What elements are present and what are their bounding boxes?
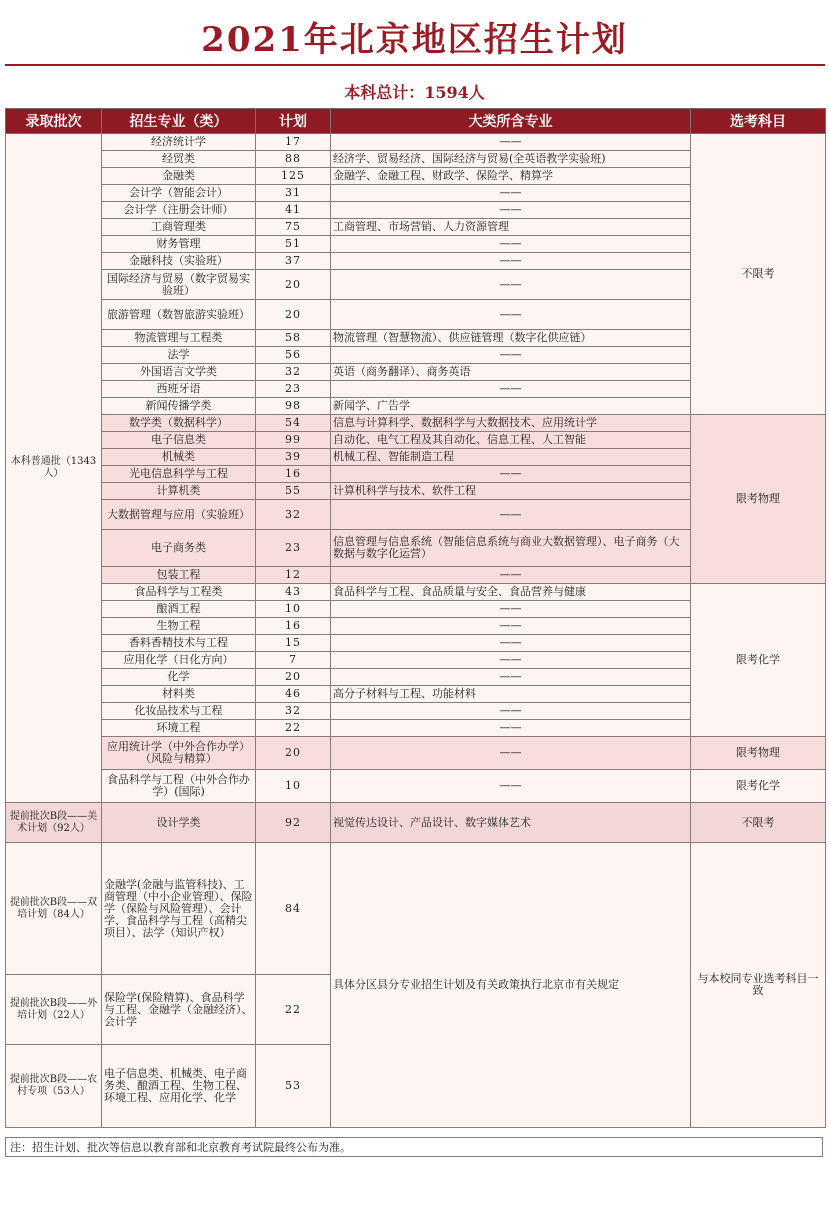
major-cell: 金融科技（实验班） (102, 253, 256, 270)
detail-cell: 物流管理（智慧物流）、供应链管理（数字化供应链） (331, 330, 691, 347)
plan-cell: 10 (256, 601, 331, 618)
plan-cell: 23 (256, 381, 331, 398)
table-row (6, 803, 826, 843)
major-cell: 金融类 (102, 168, 256, 185)
plan-cell: 20 (256, 737, 331, 770)
detail-cell: —— (331, 253, 691, 270)
detail-cell: —— (331, 347, 691, 364)
major-cell: 食品科学与工程类 (102, 584, 256, 601)
detail-cell: —— (331, 202, 691, 219)
detail-cell: —— (331, 236, 691, 253)
total-summary: 本科总计：1594人 (344, 83, 485, 102)
plan-cell: 16 (256, 466, 331, 483)
major-cell: 大数据管理与应用（实验班） (102, 500, 256, 530)
plan-cell: 84 (256, 843, 331, 975)
detail-cell: —— (331, 134, 691, 151)
plan-cell: 10 (256, 770, 331, 803)
detail-cell: —— (331, 601, 691, 618)
batch-double: 提前批次B段——双培计划（84人） (6, 843, 102, 975)
subject-chemistry-2: 限考化学 (691, 770, 826, 803)
detail-cell: 计算机科学与技术、软件工程 (331, 483, 691, 500)
detail-cell: —— (331, 500, 691, 530)
major-cell: 会计学（注册会计师） (102, 202, 256, 219)
detail-cell: —— (331, 703, 691, 720)
detail-cell: —— (331, 669, 691, 686)
detail-cell: —— (331, 270, 691, 300)
major-cell: 光电信息科学与工程 (102, 466, 256, 483)
plan-cell: 54 (256, 415, 331, 432)
detail-cell: —— (331, 618, 691, 635)
detail-cell: 金融学、金融工程、财政学、保险学、精算学 (331, 168, 691, 185)
major-cell: 应用化学（日化方向） (102, 652, 256, 669)
major-cell: 食品科学与工程（中外合作办学）(国际) (102, 770, 256, 803)
major-cell: 外国语言文学类 (102, 364, 256, 381)
major-cell: 保险学(保险精算)、食品科学与工程、金融学（金融经济）、会计学 (102, 975, 256, 1045)
plan-cell: 20 (256, 669, 331, 686)
subject-physics-2: 限考物理 (691, 737, 826, 770)
plan-cell: 22 (256, 720, 331, 737)
plan-cell: 125 (256, 168, 331, 185)
major-cell: 生物工程 (102, 618, 256, 635)
table-row (6, 770, 826, 803)
plan-cell: 75 (256, 219, 331, 236)
plan-cell: 56 (256, 347, 331, 364)
detail-cell: —— (331, 381, 691, 398)
major-cell: 西班牙语 (102, 381, 256, 398)
plan-cell: 16 (256, 618, 331, 635)
table-header-row (6, 109, 826, 134)
table-row (6, 134, 826, 151)
detail-cell: 高分子材料与工程、功能材料 (331, 686, 691, 703)
major-cell: 物流管理与工程类 (102, 330, 256, 347)
subject-chemistry: 限考化学 (691, 584, 826, 737)
subject-same: 与本校同专业选考科目一致 (691, 843, 826, 1128)
major-cell: 环境工程 (102, 720, 256, 737)
subject-none: 不限考 (691, 134, 826, 415)
table-row (6, 415, 826, 432)
major-cell: 新闻传播学类 (102, 398, 256, 415)
major-cell: 电子信息类 (102, 432, 256, 449)
plan-cell: 92 (256, 803, 331, 843)
major-cell: 工商管理类 (102, 219, 256, 236)
major-cell: 经济统计学 (102, 134, 256, 151)
plan-cell: 20 (256, 270, 331, 300)
detail-cell: —— (331, 300, 691, 330)
detail-cell: 信息与计算科学、数据科学与大数据技术、应用统计学 (331, 415, 691, 432)
major-cell: 设计学类 (102, 803, 256, 843)
detail-cell: —— (331, 635, 691, 652)
detail-cell: —— (331, 185, 691, 202)
plan-cell: 22 (256, 975, 331, 1045)
batch-art: 提前批次B段——美术计划（92人） (6, 803, 102, 843)
major-cell: 电子商务类 (102, 530, 256, 567)
detail-cell: 英语（商务翻译）、商务英语 (331, 364, 691, 381)
footnote: 注：招生计划、批次等信息以教育部和北京教育考试院最终公布为准。 (5, 1137, 823, 1157)
plan-cell: 31 (256, 185, 331, 202)
plan-cell: 51 (256, 236, 331, 253)
detail-cell: 自动化、电气工程及其自动化、信息工程、人工智能 (331, 432, 691, 449)
detail-cell: 机械工程、智能制造工程 (331, 449, 691, 466)
major-cell: 法学 (102, 347, 256, 364)
major-cell: 化妆品技术与工程 (102, 703, 256, 720)
subject-physics: 限考物理 (691, 415, 826, 584)
detail-cell: 工商管理、市场营销、人力资源管理 (331, 219, 691, 236)
plan-cell: 17 (256, 134, 331, 151)
major-cell: 财务管理 (102, 236, 256, 253)
plan-cell: 7 (256, 652, 331, 669)
major-cell: 数学类（数据科学） (102, 415, 256, 432)
header-detail: 大类所含专业 (331, 109, 691, 134)
plan-cell: 15 (256, 635, 331, 652)
plan-cell: 20 (256, 300, 331, 330)
plan-cell: 32 (256, 703, 331, 720)
plan-cell: 39 (256, 449, 331, 466)
plan-cell: 55 (256, 483, 331, 500)
title-divider (5, 64, 825, 66)
table-row (6, 737, 826, 770)
major-cell: 电子信息类、机械类、电子商务类、酿酒工程、生物工程、环境工程、应用化学、化学 (102, 1045, 256, 1128)
header-plan: 计划 (256, 109, 331, 134)
detail-cell: 新闻学、广告学 (331, 398, 691, 415)
plan-cell: 88 (256, 151, 331, 168)
detail-cell: 食品科学与工程、食品质量与安全、食品营养与健康 (331, 584, 691, 601)
detail-cell: —— (331, 567, 691, 584)
major-cell: 应用统计学（中外合作办学）（风险与精算） (102, 737, 256, 770)
table-row (6, 584, 826, 601)
detail-cell: —— (331, 770, 691, 803)
major-cell: 材料类 (102, 686, 256, 703)
subject-art: 不限考 (691, 803, 826, 843)
plan-cell: 46 (256, 686, 331, 703)
detail-cell: 经济学、贸易经济、国际经济与贸易(全英语教学实验班) (331, 151, 691, 168)
detail-cell: 具体分区县分专业招生计划及有关政策执行北京市有关规定 (331, 843, 691, 1128)
detail-cell: 视觉传达设计、产品设计、数字媒体艺术 (331, 803, 691, 843)
major-cell: 计算机类 (102, 483, 256, 500)
table-row (6, 843, 826, 975)
header-batch: 录取批次 (6, 109, 102, 134)
plan-cell: 58 (256, 330, 331, 347)
major-cell: 包装工程 (102, 567, 256, 584)
header-subject: 选考科目 (691, 109, 826, 134)
page-title: 2021年北京地区招生计划 (201, 20, 628, 60)
major-cell: 酿酒工程 (102, 601, 256, 618)
plan-cell: 37 (256, 253, 331, 270)
plan-cell: 98 (256, 398, 331, 415)
major-cell: 机械类 (102, 449, 256, 466)
plan-cell: 41 (256, 202, 331, 219)
major-cell: 国际经济与贸易（数字贸易实验班） (102, 270, 256, 300)
detail-cell: 信息管理与信息系统（智能信息系统与商业大数据管理）、电子商务（大数据与数字化运营） (331, 530, 691, 567)
major-cell: 经贸类 (102, 151, 256, 168)
header-major: 招生专业（类） (102, 109, 256, 134)
plan-cell: 43 (256, 584, 331, 601)
batch-regular: 本科普通批（1343人） (6, 134, 102, 803)
plan-cell: 53 (256, 1045, 331, 1128)
major-cell: 化学 (102, 669, 256, 686)
batch-rural: 提前批次B段——农村专项（53人） (6, 1045, 102, 1128)
plan-cell: 99 (256, 432, 331, 449)
plan-cell: 23 (256, 530, 331, 567)
detail-cell: —— (331, 466, 691, 483)
plan-cell: 32 (256, 364, 331, 381)
major-cell: 香料香精技术与工程 (102, 635, 256, 652)
major-cell: 旅游管理（数智旅游实验班） (102, 300, 256, 330)
batch-outside: 提前批次B段——外培计划（22人） (6, 975, 102, 1045)
enrollment-plan-table (5, 108, 826, 1128)
detail-cell: —— (331, 737, 691, 770)
detail-cell: —— (331, 720, 691, 737)
major-cell: 金融学(金融与监管科技)、工商管理（中小企业管理）、保险学（保险与风险管理）、会计学、食品科学与工程（高精尖项目）、法学（知识产权） (102, 843, 256, 975)
detail-cell: —— (331, 652, 691, 669)
major-cell: 会计学（智能会计） (102, 185, 256, 202)
plan-cell: 32 (256, 500, 331, 530)
plan-cell: 12 (256, 567, 331, 584)
